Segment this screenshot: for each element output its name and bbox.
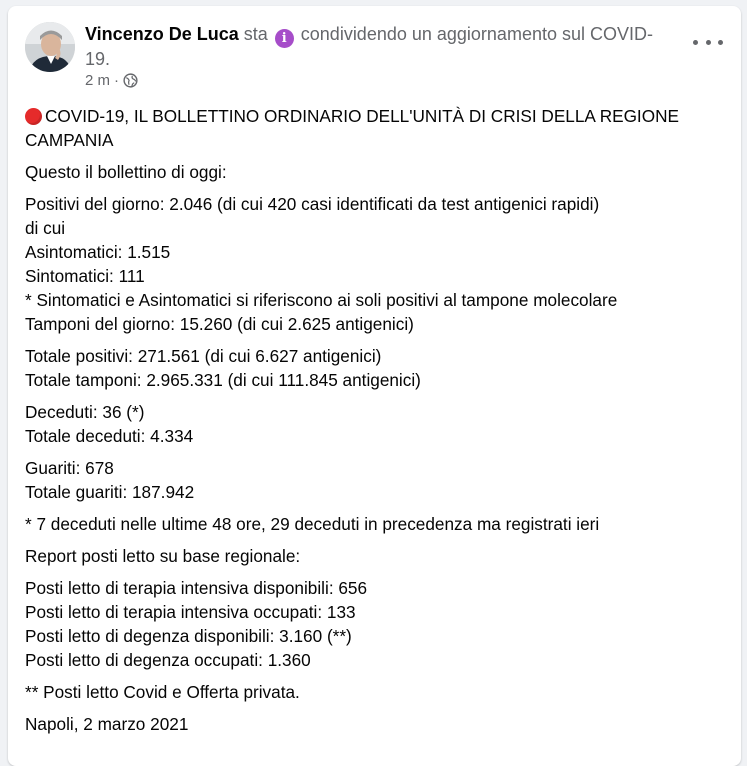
post-paragraph bbox=[25, 544, 725, 568]
post-line: Guariti: 678 bbox=[25, 458, 114, 478]
post-line: Posti letto di degenza disponibili: 3.160 (**) bbox=[25, 626, 352, 646]
post-paragraph bbox=[25, 576, 725, 672]
post-paragraph bbox=[25, 192, 725, 336]
dot bbox=[706, 40, 711, 45]
dot bbox=[718, 40, 723, 45]
post-line: Sintomatici: 111 bbox=[25, 266, 145, 286]
post-paragraph bbox=[25, 400, 725, 448]
post-body bbox=[25, 104, 725, 744]
post-line: Positivi del giorno: 2.046 (di cui 420 casi identificati da test antigenici rapidi) bbox=[25, 194, 600, 214]
timestamp[interactable]: 2 m bbox=[85, 72, 111, 89]
status-prefix: sta bbox=[243, 24, 268, 44]
post-line: Totale deceduti: 4.334 bbox=[25, 426, 194, 446]
avatar[interactable] bbox=[25, 22, 75, 72]
post-line: Deceduti: 36 (*) bbox=[25, 402, 145, 422]
post-line: * Sintomatici e Asintomatici si riferiscono ai soli positivi al tampone molecolare bbox=[25, 290, 618, 310]
author-name[interactable]: Vincenzo De Luca bbox=[85, 24, 239, 44]
post-line: Report posti letto su base regionale: bbox=[25, 546, 301, 566]
post-card bbox=[8, 6, 741, 766]
post-line: Asintomatici: 1.515 bbox=[25, 242, 171, 262]
post-title: COVID-19, IL BOLLETTINO ORDINARIO DELL'UNITÀ DI CRISI DELLA REGIONE CAMPANIA bbox=[25, 106, 679, 150]
red-circle-icon bbox=[25, 108, 42, 125]
dot bbox=[693, 40, 698, 45]
post-line: ** Posti letto Covid e Offerta privata. bbox=[25, 682, 300, 702]
post-paragraph bbox=[25, 456, 725, 504]
post-line: Napoli, 2 marzo 2021 bbox=[25, 714, 189, 734]
more-options-icon[interactable] bbox=[693, 32, 723, 52]
post-line: di cui bbox=[25, 218, 66, 238]
avatar-photo bbox=[25, 22, 75, 72]
post-line: Tamponi del giorno: 15.260 (di cui 2.625 antigenici) bbox=[25, 314, 414, 334]
globe-icon[interactable] bbox=[123, 73, 138, 88]
post-line: Totale positivi: 271.561 (di cui 6.627 antigenici) bbox=[25, 346, 382, 366]
meta-separator: · bbox=[114, 72, 120, 89]
post-line: Posti letto di terapia intensiva disponibili: 656 bbox=[25, 578, 368, 598]
post-intro: Questo il bollettino di oggi: bbox=[25, 162, 227, 182]
post-paragraph bbox=[25, 344, 725, 392]
post-line: Posti letto di degenza occupati: 1.360 bbox=[25, 650, 311, 670]
post-line: Totale tamponi: 2.965.331 (di cui 111.845 antigenici) bbox=[25, 370, 421, 390]
info-icon: i bbox=[275, 29, 294, 48]
post-paragraph bbox=[25, 712, 725, 736]
post-title-block bbox=[25, 104, 725, 152]
post-paragraphs bbox=[25, 192, 725, 736]
post-line: Totale guariti: 187.942 bbox=[25, 482, 195, 502]
post-intro-block bbox=[25, 160, 725, 184]
status-text: condividendo un aggiornamento sul COVID-19. bbox=[85, 24, 653, 69]
post-header bbox=[85, 23, 675, 71]
post-line: Posti letto di terapia intensiva occupati: 133 bbox=[25, 602, 356, 622]
post-line: * 7 deceduti nelle ultime 48 ore, 29 deceduti in precedenza ma registrati ieri bbox=[25, 514, 600, 534]
post-paragraph bbox=[25, 512, 725, 536]
post-paragraph bbox=[25, 680, 725, 704]
post-meta bbox=[85, 72, 138, 89]
